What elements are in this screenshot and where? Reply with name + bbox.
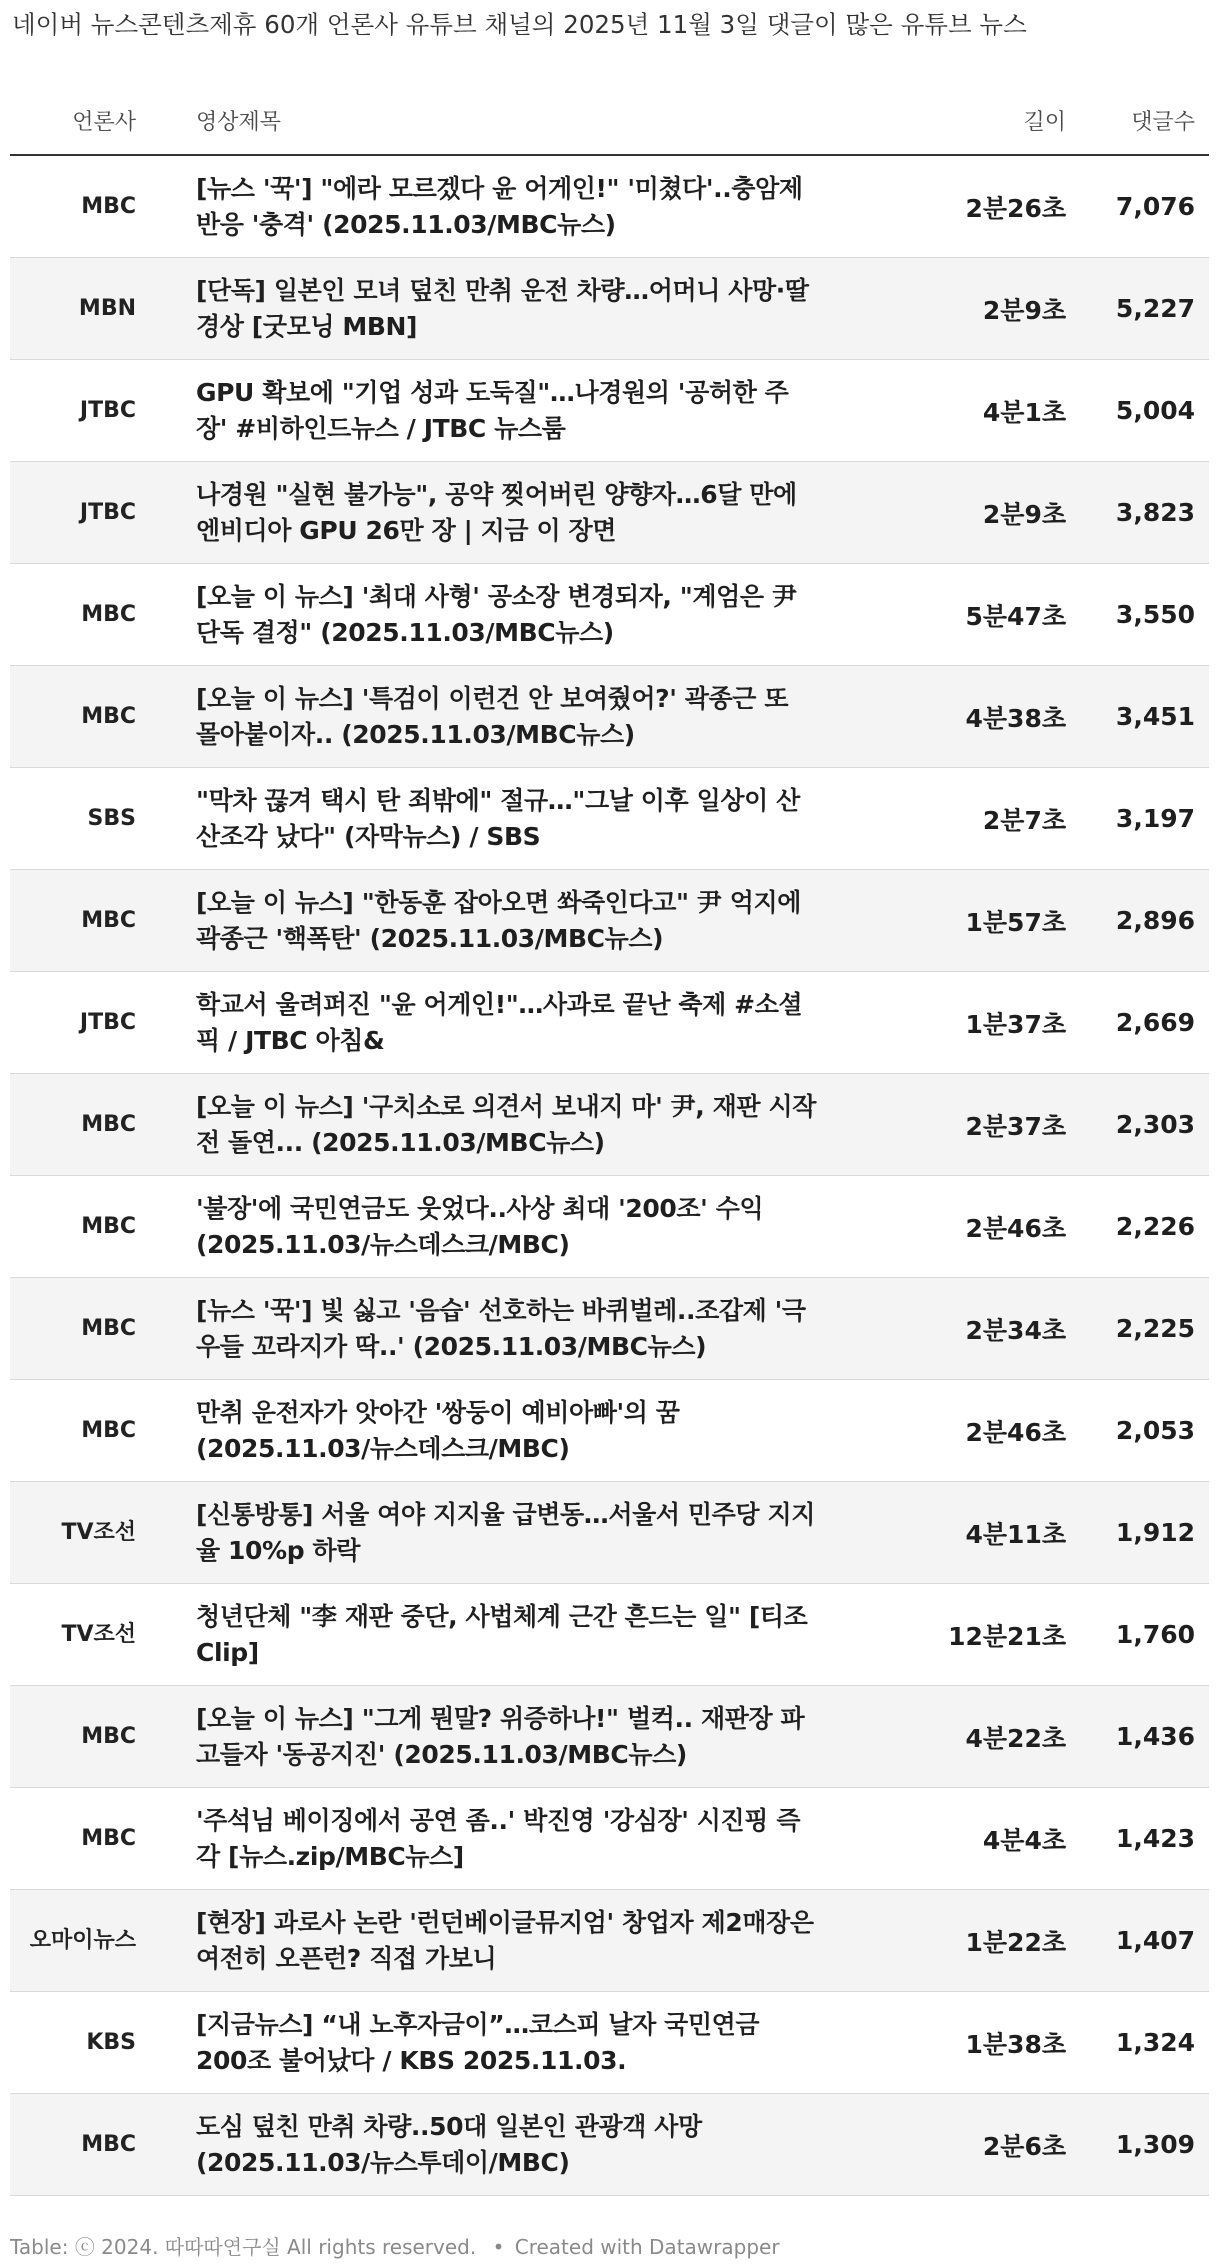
footer-credit-link[interactable]: Created with Datawrapper	[514, 2235, 780, 2259]
video-title-text: [뉴스 '꾹'] "에라 모르겠다 윤 어게인!" '미쳤다'..충암제 반응 '충격' (2025.11.03/MBC뉴스)	[196, 173, 803, 239]
cell-outlet: MBC	[10, 870, 140, 972]
table-row	[10, 564, 1209, 666]
cell-video-title	[140, 1890, 832, 1992]
cell-video-title	[140, 462, 832, 564]
video-title-text: [오늘 이 뉴스] '특검이 이런건 안 보여줬어?' 곽종근 또 몰아붙이자.. (2025.11.03/MBC뉴스)	[196, 683, 789, 749]
cell-comments: 1,309	[1074, 2094, 1209, 2196]
cell-outlet: MBC	[10, 1686, 140, 1788]
table-row	[10, 768, 1209, 870]
cell-outlet: TV조선	[10, 1482, 140, 1584]
cell-comments: 3,550	[1074, 564, 1209, 666]
cell-comments: 3,823	[1074, 462, 1209, 564]
cell-video-title	[140, 360, 832, 462]
cell-outlet: SBS	[10, 768, 140, 870]
cell-comments: 2,669	[1074, 972, 1209, 1074]
table-footer	[10, 2231, 780, 2260]
video-title-text: 학교서 울려퍼진 "윤 어게인!"…사과로 끝난 축제 #소셜픽 / JTBC 아침&	[196, 989, 803, 1055]
table-row	[10, 2094, 1209, 2196]
cell-comments: 1,760	[1074, 1584, 1209, 1686]
cell-length: 2분34초	[832, 1278, 1074, 1380]
cell-video-title	[140, 1788, 832, 1890]
footer-source: Table: ⓒ 2024. 따따따연구실 All rights reserved.	[10, 2235, 477, 2259]
cell-outlet: MBC	[10, 155, 140, 258]
cell-outlet: MBC	[10, 1380, 140, 1482]
table-row	[10, 155, 1209, 258]
table-row	[10, 1176, 1209, 1278]
footer-separator: •	[492, 2235, 505, 2259]
cell-length: 2분37초	[832, 1074, 1074, 1176]
cell-length: 1분37초	[832, 972, 1074, 1074]
cell-video-title	[140, 2094, 832, 2196]
cell-comments: 2,053	[1074, 1380, 1209, 1482]
cell-video-title	[140, 258, 832, 360]
video-title-text: "막차 끊겨 택시 탄 죄밖에" 절규…"그날 이후 일상이 산산조각 났다" (자막뉴스) / SBS	[196, 785, 800, 851]
cell-video-title	[140, 972, 832, 1074]
video-title-text: [현장] 과로사 논란 '런던베이글뮤지엄' 창업자 제2매장은 여전히 오픈런? 직접 가보니	[196, 1907, 814, 1973]
table-row	[10, 360, 1209, 462]
cell-outlet: MBC	[10, 2094, 140, 2196]
cell-video-title	[140, 1176, 832, 1278]
comments-table	[10, 86, 1209, 2196]
cell-outlet: MBN	[10, 258, 140, 360]
column-header-video-title[interactable]: 영상제목	[140, 86, 832, 155]
cell-length: 2분6초	[832, 2094, 1074, 2196]
cell-length: 4분4초	[832, 1788, 1074, 1890]
column-header-comments[interactable]: 댓글수	[1074, 86, 1209, 155]
table-row	[10, 1278, 1209, 1380]
cell-comments: 5,004	[1074, 360, 1209, 462]
video-title-text: [지금뉴스] “내 노후자금이”…코스피 날자 국민연금 200조 불어났다 / KBS 2025.11.03.	[196, 2009, 760, 2075]
column-header-length[interactable]: 길이	[832, 86, 1074, 155]
cell-outlet: JTBC	[10, 462, 140, 564]
cell-comments: 2,226	[1074, 1176, 1209, 1278]
cell-length: 12분21초	[832, 1584, 1074, 1686]
cell-comments: 1,436	[1074, 1686, 1209, 1788]
video-title-text: [오늘 이 뉴스] '구치소로 의견서 보내지 마' 尹, 재판 시작 전 돌연... (2025.11.03/MBC뉴스)	[196, 1091, 816, 1157]
cell-outlet: 오마이뉴스	[10, 1890, 140, 1992]
table-row	[10, 1482, 1209, 1584]
table-row	[10, 870, 1209, 972]
table-row	[10, 1074, 1209, 1176]
cell-length: 2분26초	[832, 155, 1074, 258]
table-row	[10, 258, 1209, 360]
cell-comments: 1,324	[1074, 1992, 1209, 2094]
cell-outlet: MBC	[10, 564, 140, 666]
table-row	[10, 1992, 1209, 2094]
video-title-text: 도심 덮친 만취 차량..50대 일본인 관광객 사망 (2025.11.03/뉴스투데이/MBC)	[196, 2111, 702, 2177]
cell-comments: 1,423	[1074, 1788, 1209, 1890]
cell-video-title	[140, 1278, 832, 1380]
cell-length: 2분46초	[832, 1380, 1074, 1482]
video-title-text: 나경원 "실현 불가능", 공약 찢어버린 양향자…6달 만에 엔비디아 GPU 26만 장 | 지금 이 장면	[196, 479, 797, 545]
table-row	[10, 1380, 1209, 1482]
cell-outlet: MBC	[10, 1176, 140, 1278]
video-title-text: [오늘 이 뉴스] "한동훈 잡아오면 쏴죽인다고" 尹 억지에 곽종근 '핵폭탄' (2025.11.03/MBC뉴스)	[196, 887, 802, 953]
cell-length: 2분9초	[832, 462, 1074, 564]
table-row	[10, 666, 1209, 768]
cell-outlet: JTBC	[10, 360, 140, 462]
table-row	[10, 972, 1209, 1074]
cell-comments: 2,896	[1074, 870, 1209, 972]
cell-comments: 1,407	[1074, 1890, 1209, 1992]
cell-comments: 3,451	[1074, 666, 1209, 768]
table-row	[10, 1788, 1209, 1890]
table-row	[10, 462, 1209, 564]
cell-outlet: TV조선	[10, 1584, 140, 1686]
cell-outlet: MBC	[10, 1278, 140, 1380]
cell-video-title	[140, 666, 832, 768]
cell-video-title	[140, 1482, 832, 1584]
cell-length: 2분46초	[832, 1176, 1074, 1278]
cell-comments: 3,197	[1074, 768, 1209, 870]
video-title-text: '주석님 베이징에서 공연 좀..' 박진영 '강심장' 시진핑 즉각 [뉴스.zip/MBC뉴스]	[196, 1805, 801, 1871]
cell-outlet: MBC	[10, 1074, 140, 1176]
video-title-text: [오늘 이 뉴스] "그게 뭔말? 위증하나!" 벌컥.. 재판장 파고들자 '동공지진' (2025.11.03/MBC뉴스)	[196, 1703, 805, 1769]
video-title-text: 만취 운전자가 앗아간 '쌍둥이 예비아빠'의 꿈 (2025.11.03/뉴스데스크/MBC)	[196, 1397, 680, 1463]
video-title-text: [단독] 일본인 모녀 덮친 만취 운전 차량…어머니 사망·딸 경상 [굿모닝 MBN]	[196, 275, 809, 341]
cell-comments: 2,303	[1074, 1074, 1209, 1176]
cell-comments: 5,227	[1074, 258, 1209, 360]
table-header-row	[10, 86, 1209, 155]
video-title-text: [오늘 이 뉴스] '최대 사형' 공소장 변경되자, "계엄은 尹 단독 결정" (2025.11.03/MBC뉴스)	[196, 581, 797, 647]
cell-length: 5분47초	[832, 564, 1074, 666]
cell-video-title	[140, 1992, 832, 2094]
cell-length: 4분38초	[832, 666, 1074, 768]
cell-video-title	[140, 1074, 832, 1176]
cell-outlet: JTBC	[10, 972, 140, 1074]
video-title-text: '불장'에 국민연금도 웃었다..사상 최대 '200조' 수익 (2025.11.03/뉴스데스크/MBC)	[196, 1193, 764, 1259]
cell-video-title	[140, 564, 832, 666]
column-header-outlet[interactable]: 언론사	[10, 86, 140, 155]
table-title: 네이버 뉴스콘텐츠제휴 60개 언론사 유튜브 채널의 2025년 11월 3일 댓글이 많은 유튜브 뉴스	[12, 10, 1027, 39]
cell-length: 1분22초	[832, 1890, 1074, 1992]
cell-length: 4분22초	[832, 1686, 1074, 1788]
cell-outlet: KBS	[10, 1992, 140, 2094]
cell-comments: 7,076	[1074, 155, 1209, 258]
cell-length: 4분1초	[832, 360, 1074, 462]
cell-comments: 1,912	[1074, 1482, 1209, 1584]
cell-length: 1분38초	[832, 1992, 1074, 2094]
cell-video-title	[140, 1686, 832, 1788]
cell-comments: 2,225	[1074, 1278, 1209, 1380]
cell-length: 2분9초	[832, 258, 1074, 360]
cell-outlet: MBC	[10, 1788, 140, 1890]
video-title-text: 청년단체 "李 재판 중단, 사법체계 근간 흔드는 일" [티조 Clip]	[196, 1601, 808, 1667]
cell-video-title	[140, 155, 832, 258]
video-title-text: [신통방통] 서울 여야 지지율 급변동…서울서 민주당 지지율 10%p 하락	[196, 1499, 815, 1565]
cell-length: 1분57초	[832, 870, 1074, 972]
cell-length: 4분11초	[832, 1482, 1074, 1584]
table-row	[10, 1686, 1209, 1788]
cell-video-title	[140, 1584, 832, 1686]
cell-video-title	[140, 768, 832, 870]
table-row	[10, 1890, 1209, 1992]
cell-outlet: MBC	[10, 666, 140, 768]
video-title-text: GPU 확보에 "기업 성과 도둑질"…나경원의 '공허한 주장' #비하인드뉴스 / JTBC 뉴스룸	[196, 377, 789, 443]
cell-video-title	[140, 870, 832, 972]
table-row	[10, 1584, 1209, 1686]
video-title-text: [뉴스 '꾹'] 빛 싫고 '음습' 선호하는 바퀴벌레..조갑제 '극우들 꼬라지가 딱..' (2025.11.03/MBC뉴스)	[196, 1295, 806, 1361]
table-body	[10, 155, 1209, 2196]
cell-video-title	[140, 1380, 832, 1482]
cell-length: 2분7초	[832, 768, 1074, 870]
